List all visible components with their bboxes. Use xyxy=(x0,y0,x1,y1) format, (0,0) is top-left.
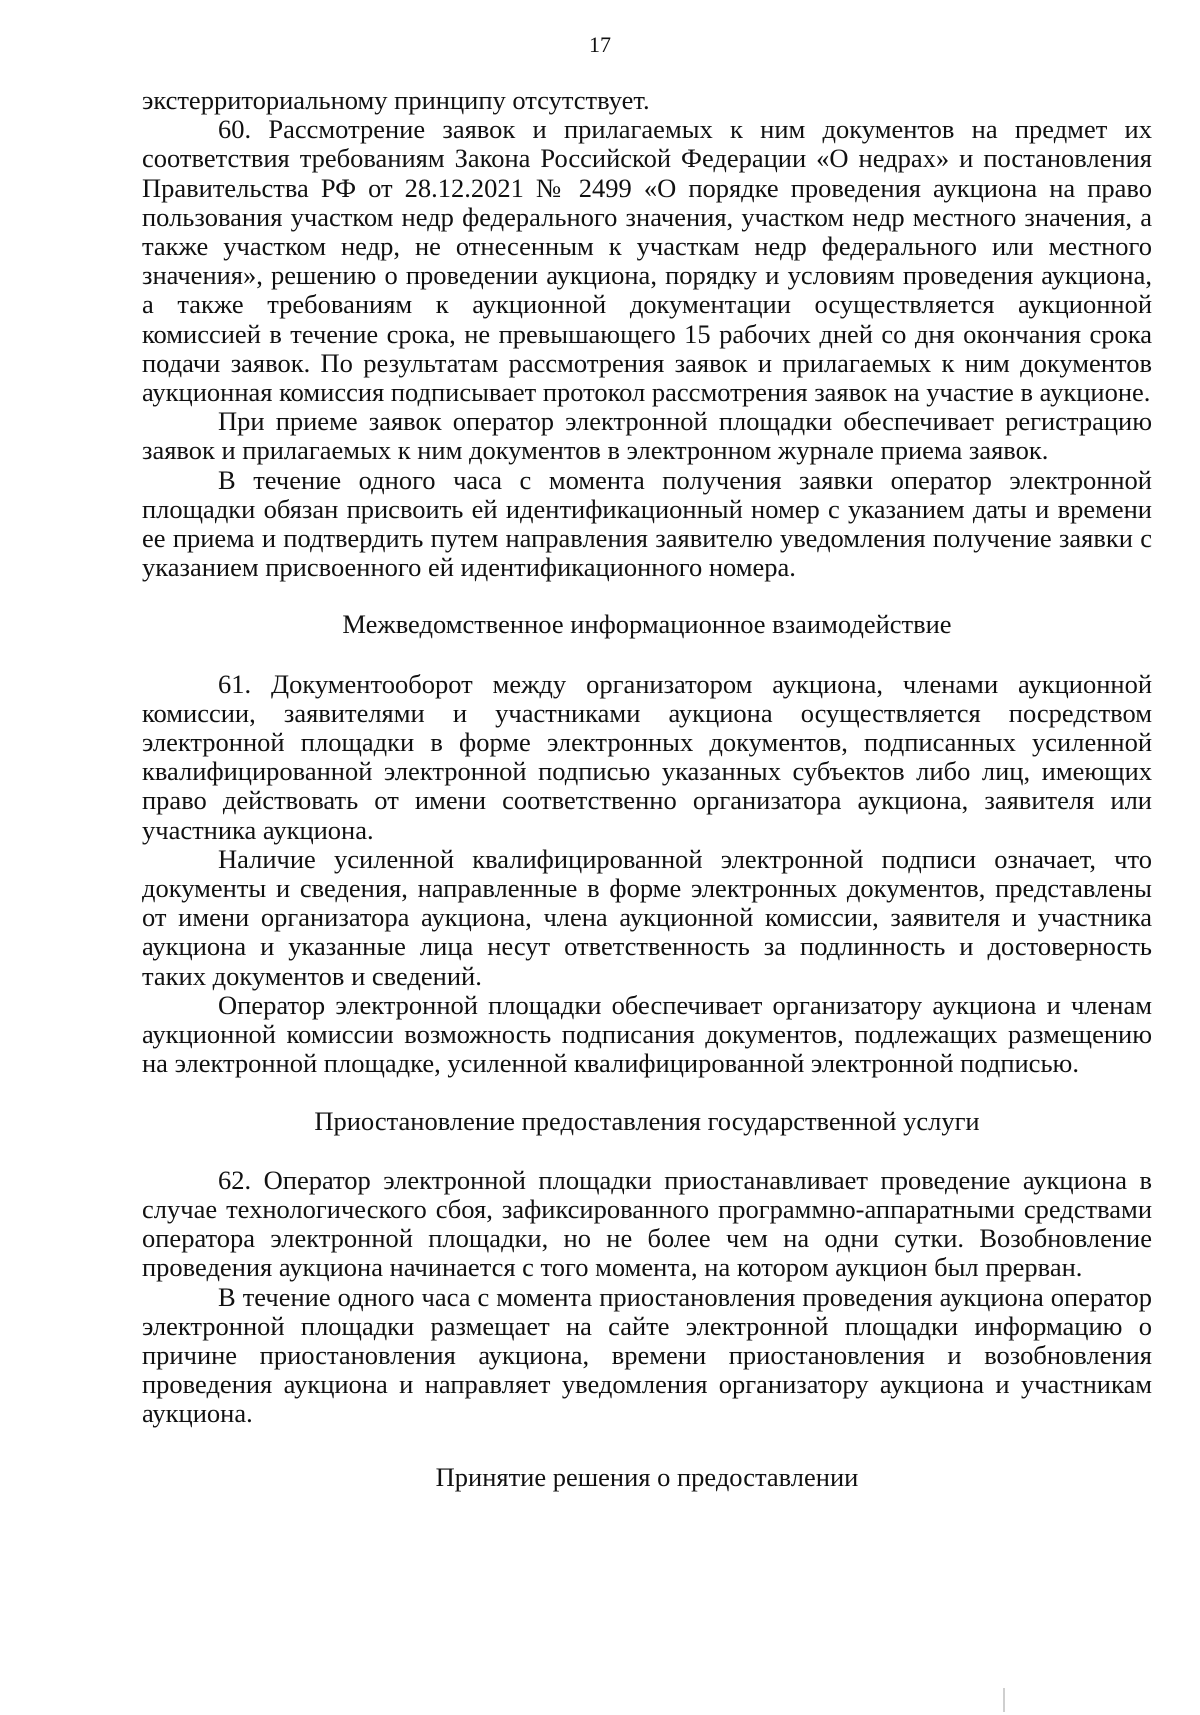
scan-artifact-mark xyxy=(1003,1688,1005,1712)
section-heading-interagency: Межведомственное информационное взаимодействие xyxy=(342,609,952,640)
paragraph-60-identification: В течение одного часа с момента получения заявки оператор электронной площадки обязан присвоить ей идентификационный номер с указанием даты и времени ее приема и подтвердить путем направления заявителю уведомления получение заявки с указанием присвоенного ей идентификационного номера. xyxy=(142,464,1152,583)
document-body xyxy=(142,86,1152,1492)
paragraph-60-review: 60. Рассмотрение заявок и прилагаемых к ним документов на предмет их соответствия требованиям Закона Российской Федерации «О недрах» и постановления Правительства РФ от 28.12.2021 № 2499 «О порядке проведения аукциона на право пользования участком недр федерального значения, участком недр местного значения, а также участком недр, не отнесенным к участкам недр федерального или местного значения», решению о проведении аукциона, порядку и условиям проведения аукциона, а также требованиям к аукционной документации осуществляется аукционной комиссией в течение срока, не превышающего 15 рабочих дней со дня окончания срока подачи заявок. По результатам рассмотрения заявок и прилагаемых к ним документов аукционная комиссия подписывает протокол рассмотрения заявок на участие в аукционе. xyxy=(142,114,1152,408)
paragraph-continuation: экстерриториальному принципу отсутствует. xyxy=(142,85,650,115)
section-heading-decision: Принятие решения о предоставлении xyxy=(435,1461,859,1492)
section-heading-suspension: Приостановление предоставления государственной услуги xyxy=(314,1105,980,1136)
paragraph-60-registration: При приеме заявок оператор электронной площадки обеспечивает регистрацию заявок и прилагаемых к ним документов в электронном журнале приема заявок. xyxy=(142,406,1152,466)
page-number: 17 xyxy=(589,32,611,57)
paragraph-62-suspension: 62. Оператор электронной площадки приостанавливает проведение аукциона в случае технологического сбоя, зафиксированного программно-аппаратными средствами оператора электронной площадки, но не более чем на одни сутки. Возобновление проведения аукциона начинается с того момента, на котором аукцион был прерван. xyxy=(142,1164,1152,1283)
paragraph-61-document-flow: 61. Документооборот между организатором аукциона, членами аукционной комиссии, заявителями и участниками аукциона осуществляется посредством электронной площадки в форме электронных документов, подписанных усиленной квалифицированной электронной подписью указанных субъектов либо лиц, имеющих право действовать от имени соответственно организатора аукциона, заявителя или участника аукциона. xyxy=(142,668,1152,845)
paragraph-62-notification: В течение одного часа с момента приостановления проведения аукциона оператор электронной площадки размещает на сайте электронной площадки информацию о причине приостановления аукциона, времени приостановления и возобновления проведения аукциона и направляет уведомления организатору аукциона и участникам аукциона. xyxy=(142,1281,1152,1429)
paragraph-61-signature: Наличие усиленной квалифицированной электронной подписи означает, что документы и сведения, направленные в форме электронных документов, представлены от имени организатора аукциона, члена аукционной комиссии, заявителя и участника аукциона и указанные лица несут ответственность за подлинность и достоверность таких документов и сведений. xyxy=(142,843,1152,991)
paragraph-61-signing-capability: Оператор электронной площадки обеспечивает организатору аукциона и членам аукционной комиссии возможность подписания документов, подлежащих размещению на электронной площадке, усиленной квалифицированной электронной подписью. xyxy=(142,989,1152,1079)
